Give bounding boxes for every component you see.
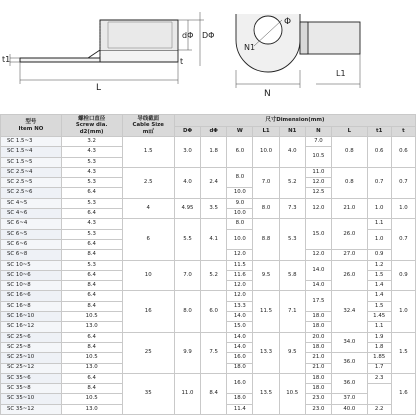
- cell-w: 8.0: [227, 167, 253, 188]
- cell-n: 18.0: [305, 373, 331, 383]
- cell-n: 12.0: [305, 178, 331, 188]
- cell-item-no: SC 16~12: [1, 322, 62, 332]
- cell-t: 0.6: [391, 137, 415, 168]
- table-row: [1, 137, 416, 147]
- cell-d: 9.9: [174, 332, 200, 373]
- cell-screw-dia: 6.4: [61, 239, 122, 249]
- cell-screw-dia: 4.3: [61, 167, 122, 177]
- cell-t1: 2.3: [367, 373, 391, 383]
- cell-screw-dia: 8.4: [61, 281, 122, 291]
- cell-item-no: SC 2.5~6: [1, 188, 62, 198]
- header-item-no: 型号 Item NO: [1, 115, 62, 137]
- cell-t1: 1.5: [367, 270, 391, 280]
- cell-n: 18.0: [305, 342, 331, 352]
- cell-n: 14.0: [305, 260, 331, 281]
- cell-l: 32.4: [332, 291, 368, 332]
- cell-item-no: SC 25~6: [1, 332, 62, 342]
- cell-item-no: SC 6~6: [1, 239, 62, 249]
- cell-w: 18.0: [227, 394, 253, 404]
- cell-screw-dia: 8.4: [61, 342, 122, 352]
- label-t1: t1: [2, 55, 11, 64]
- cell-item-no: SC 4~5: [1, 198, 62, 208]
- table-row: [1, 167, 416, 177]
- cell-w: 14.0: [227, 332, 253, 342]
- cell-n1: 5.8: [279, 260, 305, 291]
- cell-w: 12.0: [227, 281, 253, 291]
- cell-l: 34.0: [332, 332, 368, 353]
- cell-l1: 8.8: [253, 219, 279, 260]
- cell-n: 21.0: [305, 363, 331, 373]
- cell-w: 14.0: [227, 312, 253, 322]
- cell-screw-dia: 5.3: [61, 198, 122, 208]
- cell-t: 1.0: [391, 198, 415, 219]
- cell-l: 40.0: [332, 404, 368, 414]
- cell-cable-size: 1.5: [122, 137, 174, 168]
- cell-l: 36.0: [332, 353, 368, 374]
- cell-t1: 1.0: [367, 198, 391, 219]
- cell-item-no: SC 1.5~4: [1, 147, 62, 157]
- cell-cable-size: 35: [122, 373, 174, 414]
- label-D-phi: DΦ: [202, 31, 215, 40]
- cell-t1: 0.7: [367, 167, 391, 198]
- cell-item-no: SC 1.5~3: [1, 137, 62, 147]
- header-N: N: [305, 127, 331, 137]
- cell-screw-dia: 8.4: [61, 384, 122, 394]
- cell-n: 17.5: [305, 291, 331, 312]
- cell-item-no: SC 35~10: [1, 394, 62, 404]
- table-row: [1, 198, 416, 208]
- header-N1: N1: [279, 127, 305, 137]
- cell-screw-dia: 6.4: [61, 373, 122, 383]
- cell-w: 10.0: [227, 188, 253, 198]
- cell-cable-size: 10: [122, 260, 174, 291]
- spec-table: [0, 114, 416, 415]
- cell-t1: 1.9: [367, 332, 391, 342]
- cell-t1: 1.0: [367, 229, 391, 250]
- cell-n: 23.0: [305, 394, 331, 404]
- cell-t: 1.5: [391, 332, 415, 373]
- cell-cable-size: 2.5: [122, 167, 174, 198]
- header-L1: L1: [253, 127, 279, 137]
- cell-n1: 7.1: [279, 291, 305, 332]
- header-W: W: [227, 127, 253, 137]
- cell-t: 1.0: [391, 291, 415, 332]
- cell-l: 21.0: [332, 198, 368, 219]
- cell-screw-dia: 6.4: [61, 291, 122, 301]
- label-t: t: [180, 57, 184, 66]
- cell-d: 4.1: [201, 219, 227, 260]
- cell-screw-dia: 13.0: [61, 363, 122, 373]
- cell-d: 6.0: [201, 291, 227, 332]
- cell-n: 7.0: [305, 137, 331, 147]
- cell-item-no: SC 10~5: [1, 260, 62, 270]
- cell-l1: 10.0: [253, 137, 279, 168]
- side-view: [20, 20, 178, 62]
- cell-screw-dia: 6.4: [61, 209, 122, 219]
- cell-t1: 1.8: [367, 342, 391, 352]
- cell-item-no: SC 16~10: [1, 312, 62, 322]
- cell-n1: 9.5: [279, 332, 305, 373]
- cell-l: 0.8: [332, 137, 368, 168]
- cell-n: 18.0: [305, 322, 331, 332]
- cell-screw-dia: 10.5: [61, 394, 122, 404]
- cell-n: 15.0: [305, 219, 331, 250]
- cell-screw-dia: 10.5: [61, 312, 122, 322]
- cell-n: 18.0: [305, 312, 331, 322]
- header-screw-dia: 螺栓口直径 Screw dia. d2(mm): [61, 115, 122, 137]
- cell-n: 14.0: [305, 281, 331, 291]
- table-row: [1, 219, 416, 229]
- cell-item-no: SC 25~8: [1, 342, 62, 352]
- cell-t: 1.6: [391, 373, 415, 414]
- cell-n1: 7.3: [279, 198, 305, 219]
- cell-screw-dia: 5.3: [61, 229, 122, 239]
- cell-screw-dia: 3.2: [61, 137, 122, 147]
- cell-item-no: SC 10~6: [1, 270, 62, 280]
- cell-d: 8.4: [201, 373, 227, 414]
- cell-l1: 13.3: [253, 332, 279, 373]
- cell-screw-dia: 6.4: [61, 188, 122, 198]
- cell-t1: 1.4: [367, 281, 391, 291]
- cell-t1: 1.5: [367, 301, 391, 311]
- cell-t: 0.9: [391, 260, 415, 291]
- cell-w: 6.0: [227, 137, 253, 168]
- cell-t1: 2.2: [367, 404, 391, 414]
- cell-screw-dia: 6.4: [61, 332, 122, 342]
- cell-cable-size: 6: [122, 219, 174, 260]
- cell-d: 5.5: [174, 219, 200, 260]
- cell-w: 11.4: [227, 404, 253, 414]
- cell-t1: 1.4: [367, 291, 391, 301]
- cell-screw-dia: 10.5: [61, 353, 122, 363]
- cell-item-no: SC 1.5~5: [1, 157, 62, 167]
- cell-w: 11.6: [227, 270, 253, 280]
- cell-l1: 7.0: [253, 167, 279, 198]
- cell-l: 37.0: [332, 394, 368, 404]
- cell-item-no: SC 35~8: [1, 384, 62, 394]
- header-t1: t1: [367, 127, 391, 137]
- cell-screw-dia: 5.3: [61, 178, 122, 188]
- cell-n1: 5.2: [279, 167, 305, 198]
- cell-d: 11.0: [174, 373, 200, 414]
- cell-l: 26.0: [332, 260, 368, 291]
- label-N1: N1: [244, 43, 256, 52]
- cell-d: 7.0: [174, 260, 200, 291]
- cell-item-no: SC 6~4: [1, 219, 62, 229]
- cell-cable-size: 25: [122, 332, 174, 373]
- table-row: [1, 332, 416, 342]
- header-d-phi: dΦ: [201, 127, 227, 137]
- cell-d: 2.4: [201, 167, 227, 198]
- cell-t1: 1.1: [367, 322, 391, 332]
- cell-item-no: SC 35~6: [1, 373, 62, 383]
- header-D-phi: DΦ: [174, 127, 200, 137]
- cell-cable-size: 16: [122, 291, 174, 332]
- cell-n: 12.0: [305, 198, 331, 219]
- cell-item-no: SC 10~8: [1, 281, 62, 291]
- cell-item-no: SC 6~8: [1, 250, 62, 260]
- cell-l1: 11.5: [253, 291, 279, 332]
- cell-l: 36.0: [332, 373, 368, 394]
- cell-l: 27.0: [332, 250, 368, 260]
- cell-w: 10.0: [227, 209, 253, 219]
- cell-w: 14.0: [227, 342, 253, 352]
- lug-drawing: [0, 0, 416, 112]
- table-row: [1, 291, 416, 301]
- cell-d: 1.8: [201, 137, 227, 168]
- cell-d: 4.0: [174, 167, 200, 198]
- label-N: N: [264, 89, 271, 99]
- cell-w: 12.0: [227, 291, 253, 301]
- cell-screw-dia: 13.0: [61, 322, 122, 332]
- table-row: [1, 373, 416, 383]
- header-t: t: [391, 127, 415, 137]
- cell-t1: 1.7: [367, 363, 391, 373]
- cell-screw-dia: 5.3: [61, 157, 122, 167]
- cell-n: 18.0: [305, 384, 331, 394]
- label-L1: L1: [336, 69, 346, 78]
- cell-item-no: SC 6~5: [1, 229, 62, 239]
- cell-screw-dia: 5.3: [61, 260, 122, 270]
- label-L: L: [96, 83, 102, 93]
- top-view: [236, 10, 360, 72]
- spec-body: [1, 137, 416, 415]
- cell-n: 20.0: [305, 332, 331, 342]
- cell-t: 0.7: [391, 219, 415, 260]
- cell-w: 13.3: [227, 301, 253, 311]
- cell-screw-dia: 13.0: [61, 404, 122, 414]
- cell-n: 23.0: [305, 404, 331, 414]
- cell-d: 4.95: [174, 198, 200, 219]
- cell-n: 21.0: [305, 353, 331, 363]
- cell-screw-dia: 4.3: [61, 147, 122, 157]
- cell-item-no: SC 25~10: [1, 353, 62, 363]
- cell-w: 18.0: [227, 363, 253, 373]
- cell-item-no: SC 35~12: [1, 404, 62, 414]
- cell-d: 3.0: [174, 137, 200, 168]
- cell-t1: 1.2: [367, 260, 391, 270]
- header-cable-size: 导线截面 Cable Size m㎡: [122, 115, 174, 137]
- cell-screw-dia: 4.3: [61, 219, 122, 229]
- cell-item-no: SC 4~6: [1, 209, 62, 219]
- cell-w: 15.0: [227, 322, 253, 332]
- cell-screw-dia: 8.4: [61, 301, 122, 311]
- cell-n: 12.5: [305, 188, 331, 198]
- cell-d: 8.0: [174, 291, 200, 332]
- cell-item-no: SC 2.5~4: [1, 167, 62, 177]
- cell-n1: 4.0: [279, 137, 305, 168]
- cell-l1: 8.0: [253, 198, 279, 219]
- cell-t1: 0.9: [367, 250, 391, 260]
- cell-item-no: SC 16~6: [1, 291, 62, 301]
- cell-d: 5.2: [201, 260, 227, 291]
- cell-l1: 9.5: [253, 260, 279, 291]
- cell-item-no: SC 25~12: [1, 363, 62, 373]
- cell-w: 10.0: [227, 229, 253, 250]
- cell-w: 12.0: [227, 250, 253, 260]
- cell-l: 26.0: [332, 219, 368, 250]
- cell-t1: 1.85: [367, 353, 391, 363]
- bolt-hole: [254, 16, 282, 44]
- label-d-phi: dΦ: [182, 31, 194, 40]
- cell-w: 11.5: [227, 260, 253, 270]
- cell-t1: 0.6: [367, 137, 391, 168]
- table-row: [1, 260, 416, 270]
- cell-n1: 5.3: [279, 219, 305, 260]
- cell-n: 12.0: [305, 250, 331, 260]
- cell-w: 16.0: [227, 373, 253, 394]
- cell-item-no: SC 16~8: [1, 301, 62, 311]
- header-dimension: 尺寸Dimension(mm): [174, 115, 415, 127]
- cell-w: 16.0: [227, 353, 253, 363]
- cell-w: 8.0: [227, 219, 253, 229]
- cell-item-no: SC 2.5~5: [1, 178, 62, 188]
- cell-d: 7.5: [201, 332, 227, 373]
- header-L: L: [332, 127, 368, 137]
- cell-w: 9.0: [227, 198, 253, 208]
- label-phi: Φ: [284, 17, 292, 27]
- cell-l1: 13.5: [253, 373, 279, 414]
- cell-screw-dia: 6.4: [61, 270, 122, 280]
- cell-t1: 1.45: [367, 312, 391, 322]
- cell-n: 11.0: [305, 167, 331, 177]
- cell-cable-size: 4: [122, 198, 174, 219]
- cell-t1: [367, 384, 391, 405]
- cell-d: 3.5: [201, 198, 227, 219]
- cell-screw-dia: 8.4: [61, 250, 122, 260]
- cell-n: 10.5: [305, 147, 331, 168]
- cell-n1: 10.5: [279, 373, 305, 414]
- cell-t1: 1.1: [367, 219, 391, 229]
- cell-t: 0.7: [391, 167, 415, 198]
- cell-l: 0.8: [332, 167, 368, 198]
